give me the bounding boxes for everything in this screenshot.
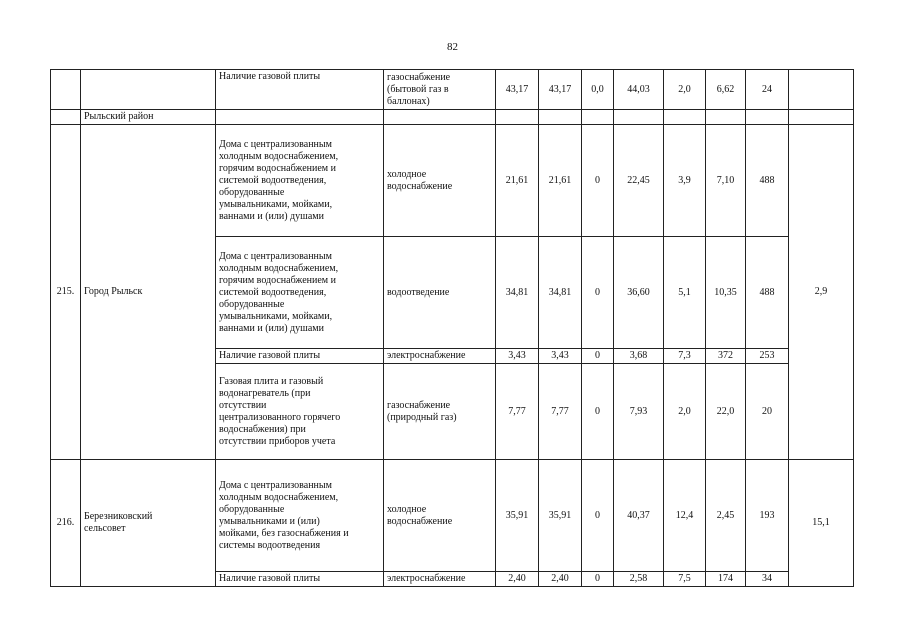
- value-cell: 7,77: [496, 364, 539, 460]
- settlement-name: Березниковский сельсовет: [81, 460, 216, 587]
- value-cell: 3,68: [614, 349, 664, 364]
- total-cell: [789, 70, 854, 110]
- value-cell: 0: [582, 125, 614, 237]
- service-cell: холодное водоснабжение: [384, 125, 496, 237]
- value-cell: 7,77: [539, 364, 582, 460]
- value-cell: 0: [582, 572, 614, 587]
- value-cell: 3,43: [496, 349, 539, 364]
- value-cell: 36,60: [614, 237, 664, 349]
- desc-cell: Наличие газовой плиты: [216, 572, 384, 587]
- value-cell: 372: [706, 349, 746, 364]
- value-cell: 44,03: [614, 70, 664, 110]
- value-cell: 3,43: [539, 349, 582, 364]
- value-cell: 488: [746, 237, 789, 349]
- value-cell: 2,0: [664, 70, 706, 110]
- value-cell: 20: [746, 364, 789, 460]
- value-cell: 35,91: [496, 460, 539, 572]
- row-index: 215.: [51, 125, 81, 460]
- value-cell: 3,9: [664, 125, 706, 237]
- desc-cell: Дома с централизованным холодным водоснабжением, горячим водоснабжением и системой водоотведения, оборудованные умывальниками, мойками, ваннами и (или) душами: [216, 125, 384, 237]
- value-cell: 2,40: [539, 572, 582, 587]
- value-cell: 5,1: [664, 237, 706, 349]
- value-cell: 2,0: [664, 364, 706, 460]
- value-cell: 7,10: [706, 125, 746, 237]
- table-row: [51, 125, 854, 237]
- desc-cell: Газовая плита и газовый водонагреватель (при отсутствии централизованного горячего водоснабжения) при отсутствии приборов учета: [216, 364, 384, 460]
- table-row: [51, 70, 854, 110]
- desc-cell: Наличие газовой плиты: [216, 349, 384, 364]
- table-row: [51, 460, 854, 572]
- value-cell: 43,17: [496, 70, 539, 110]
- value-cell: 22,45: [614, 125, 664, 237]
- value-cell: 21,61: [539, 125, 582, 237]
- value-cell: 7,3: [664, 349, 706, 364]
- value-cell: 35,91: [539, 460, 582, 572]
- district-name: Рыльский район: [81, 110, 216, 125]
- value-cell: 0: [582, 237, 614, 349]
- value-cell: 253: [746, 349, 789, 364]
- service-cell: газоснабжение (бытовой газ в баллонах): [384, 70, 496, 110]
- row-index: 216.: [51, 460, 81, 587]
- value-cell: 21,61: [496, 125, 539, 237]
- desc-cell: Наличие газовой плиты: [216, 70, 384, 110]
- settlement-name: Город Рыльск: [81, 125, 216, 460]
- value-cell: 2,58: [614, 572, 664, 587]
- service-cell: водоотведение: [384, 237, 496, 349]
- value-cell: 6,62: [706, 70, 746, 110]
- value-cell: 7,5: [664, 572, 706, 587]
- value-cell: 10,35: [706, 237, 746, 349]
- desc-cell: Дома с централизованным холодным водоснабжением, горячим водоснабжением и системой водоотведения, оборудованные умывальниками, мойками, ваннами и (или) душами: [216, 237, 384, 349]
- value-cell: 22,0: [706, 364, 746, 460]
- value-cell: 193: [746, 460, 789, 572]
- value-cell: 0: [582, 349, 614, 364]
- value-cell: 43,17: [539, 70, 582, 110]
- service-cell: холодное водоснабжение: [384, 460, 496, 572]
- value-cell: 24: [746, 70, 789, 110]
- total-cell: 15,1: [789, 460, 854, 587]
- value-cell: 488: [746, 125, 789, 237]
- service-cell: газоснабжение (природный газ): [384, 364, 496, 460]
- value-cell: 7,93: [614, 364, 664, 460]
- value-cell: 34: [746, 572, 789, 587]
- value-cell: 12,4: [664, 460, 706, 572]
- total-cell: 2,9: [789, 125, 854, 460]
- value-cell: 2,40: [496, 572, 539, 587]
- table-row: [51, 110, 854, 125]
- service-cell: электроснабжение: [384, 572, 496, 587]
- page-number: 82: [447, 41, 458, 53]
- service-cell: электроснабжение: [384, 349, 496, 364]
- value-cell: 0,0: [582, 70, 614, 110]
- name-cell: [81, 70, 216, 110]
- value-cell: 34,81: [539, 237, 582, 349]
- value-cell: 0: [582, 364, 614, 460]
- value-cell: 2,45: [706, 460, 746, 572]
- desc-cell: Дома с централизованным холодным водоснабжением, оборудованные умывальниками и (или) мойками, без газоснабжения и системы водоотведения: [216, 460, 384, 572]
- index-cell: [51, 70, 81, 110]
- value-cell: 174: [706, 572, 746, 587]
- value-cell: 0: [582, 460, 614, 572]
- tariff-table: [50, 69, 854, 587]
- value-cell: 34,81: [496, 237, 539, 349]
- value-cell: 40,37: [614, 460, 664, 572]
